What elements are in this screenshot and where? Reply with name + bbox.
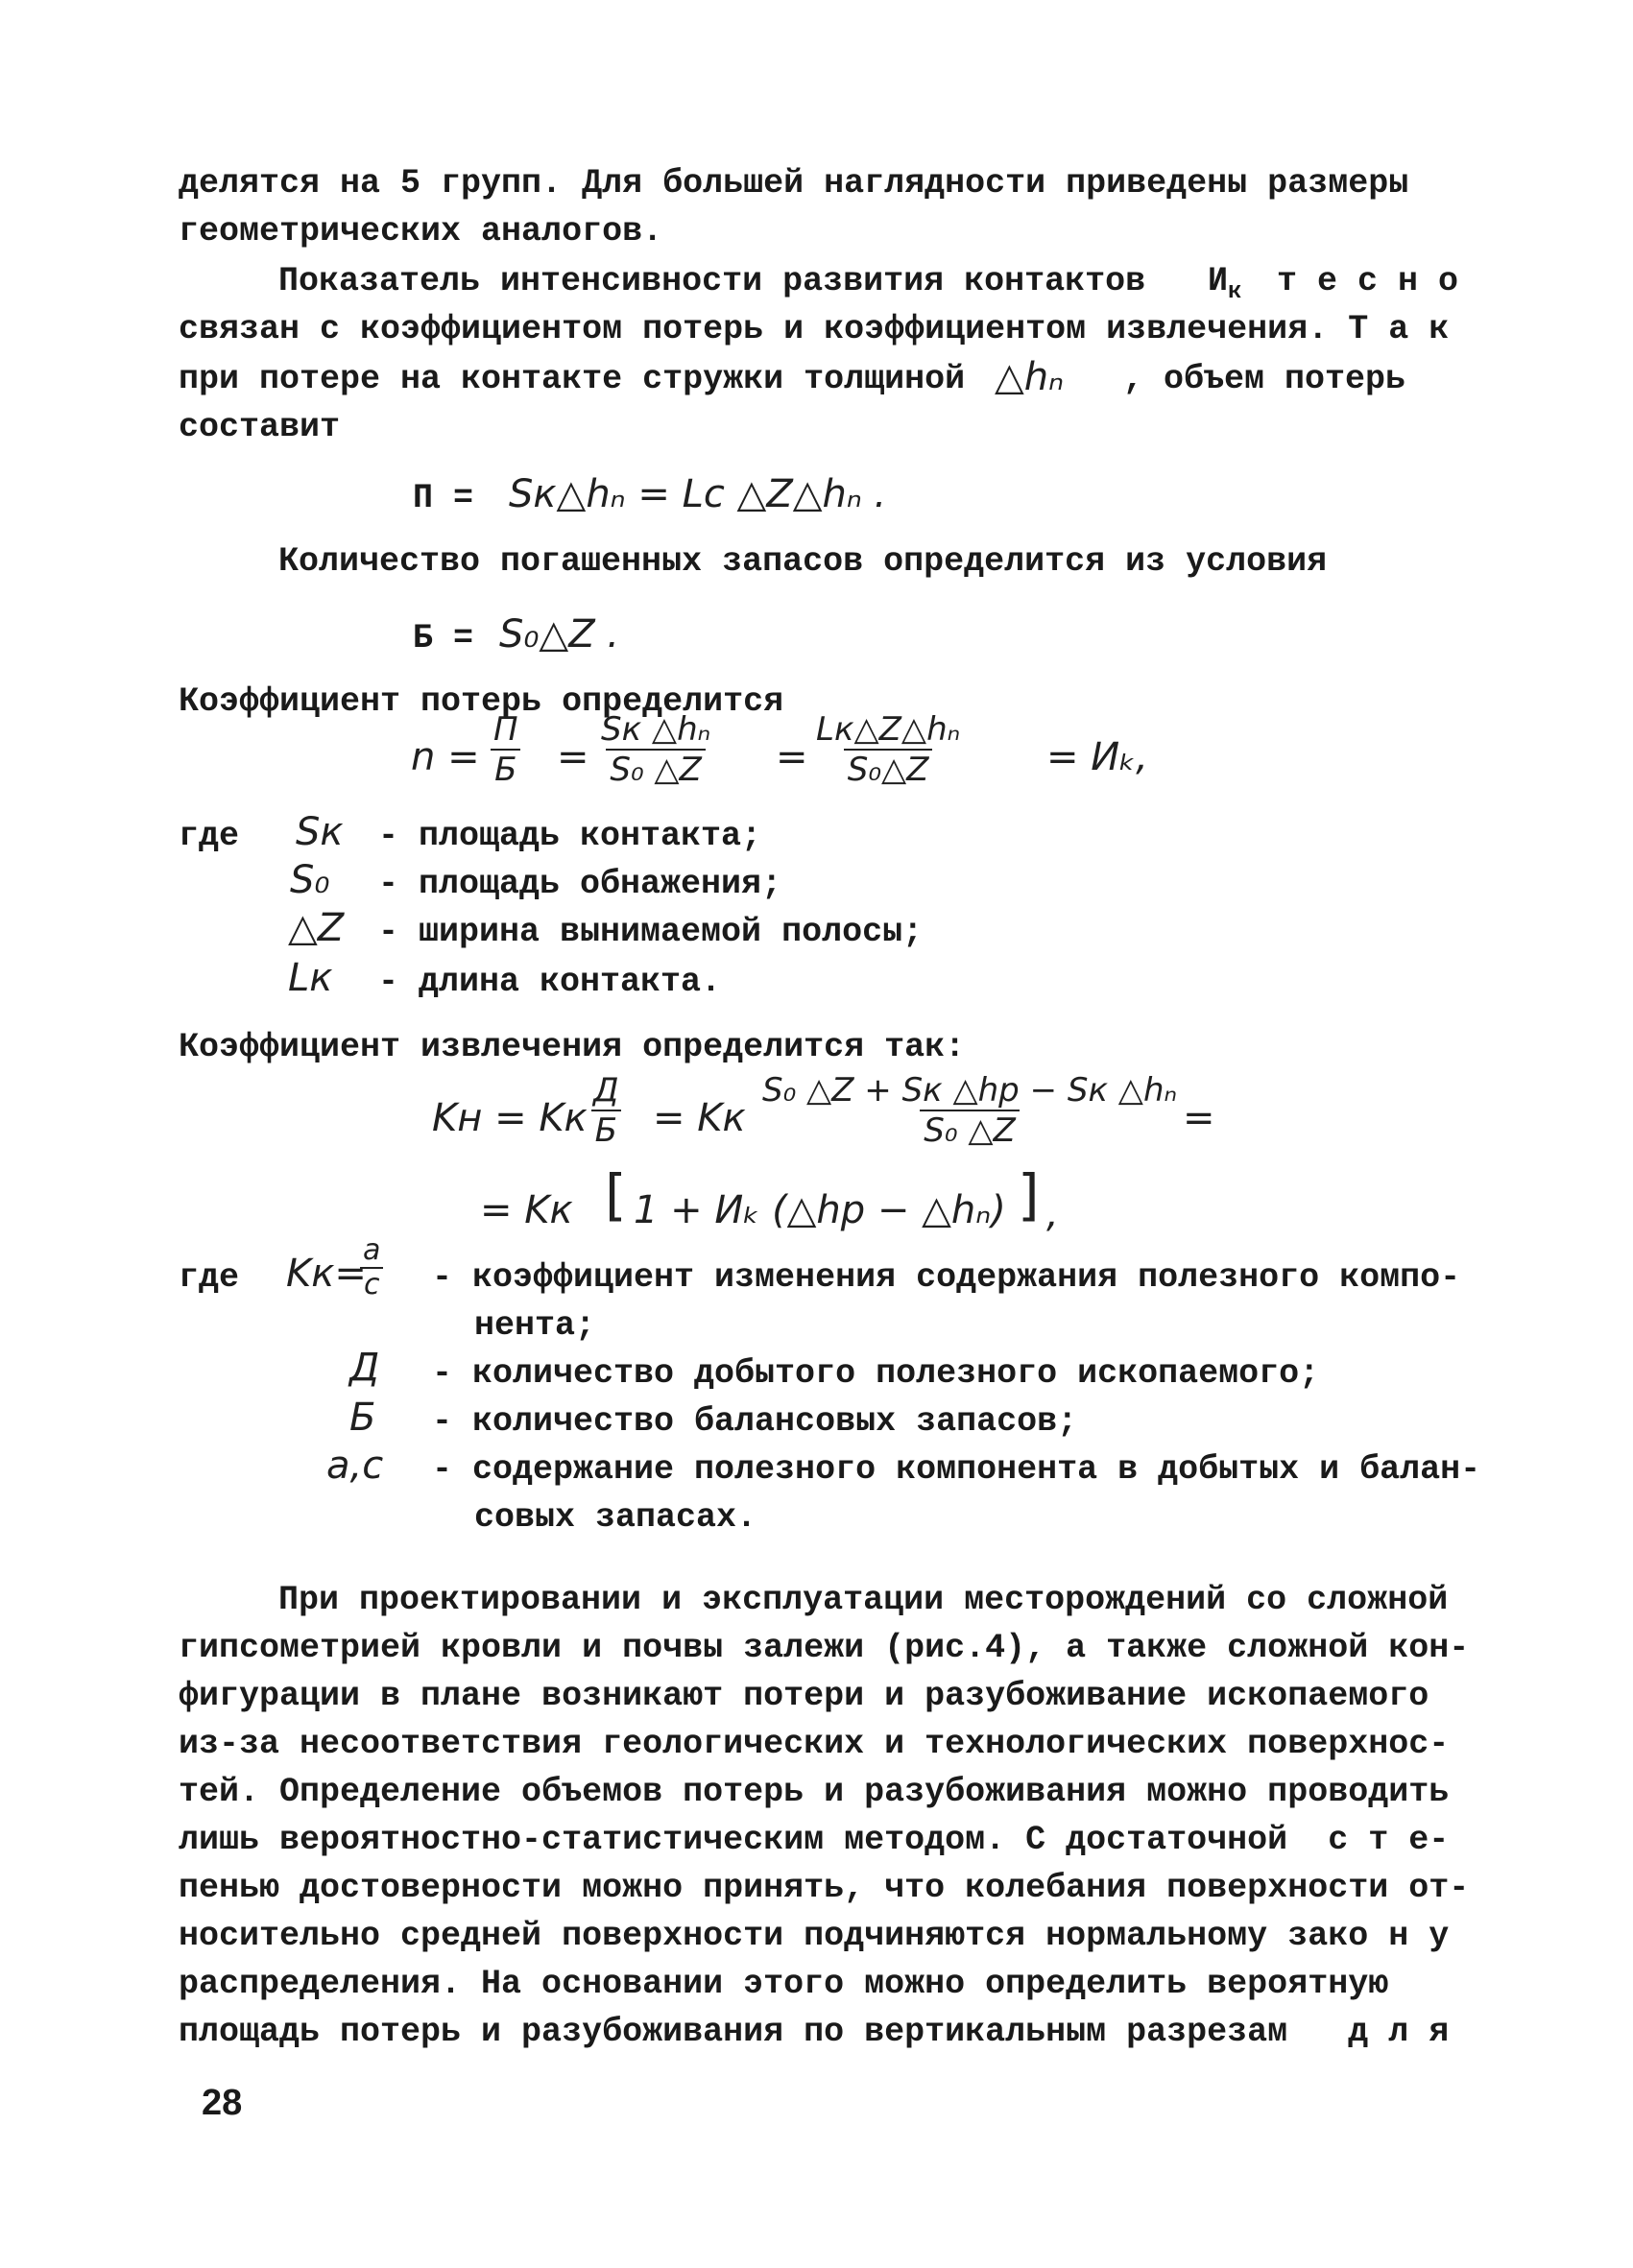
sentence-loss-coefficient: Коэффициент потерь определится — [179, 682, 784, 721]
paragraph-3-line-7: пенью достоверности можно принять, что колебания поверхности от- — [179, 1869, 1470, 1907]
formula-loss-coeff-result: = Иₖ, — [1046, 735, 1148, 779]
paragraph-2-line-1-end: т е с н о — [1277, 262, 1459, 300]
where-2-symbol-4: a,c — [326, 1444, 384, 1488]
paragraph-1-line-1: делятся на 5 групп. Для большей наглядности приведены размеры — [179, 164, 1409, 203]
where-2-k-symbol: Kк= — [286, 1252, 367, 1296]
where-1-symbol-3: △Z — [288, 906, 345, 950]
fraction-recovery-main: S₀ △Z + Sк △hр − Sк △hₙ S₀ △Z — [762, 1071, 1178, 1150]
where-2-text-1-line-1: - коэффициент изменения содержания полезного компо- — [432, 1258, 1461, 1297]
paragraph-2-line-3-end: , объем потерь — [1123, 360, 1406, 398]
paragraph-3-line-8: носительно средней поверхности подчиняются нормальному зако н у — [179, 1917, 1450, 1955]
paragraph-3-line-10: площадь потерь и разубоживания по вертикальным разрезам д л я — [179, 2013, 1450, 2051]
where-label-1: где — [179, 817, 240, 855]
paragraph-3-line-3: фигурации в плане возникают потери и разубоживание ископаемого — [179, 1677, 1429, 1715]
formula-loss-lhs: П = — [413, 479, 474, 517]
where-2-text-4-line-1: - содержание полезного компонента в добытых и балан- — [432, 1450, 1481, 1489]
formula-reserves-lhs: Б = — [413, 619, 474, 657]
paragraph-2-line-3: при потере на контакте стружки толщиной — [179, 360, 966, 398]
formula-loss-coeff-eq1: = — [557, 735, 589, 779]
formula-recovery-eq2: = — [1183, 1096, 1215, 1140]
paragraph-3-line-2: гипсометрией кровли и почвы залежи (рис.4), а также сложной кон- — [179, 1629, 1470, 1667]
formula-recovery-line2-end: , — [1046, 1192, 1059, 1236]
fraction-p-over-b: П Б — [490, 710, 522, 789]
where-2-text-4-line-2: совых запасах. — [474, 1498, 757, 1537]
formula-loss-coeff-lhs: n = — [411, 735, 480, 779]
symbol-intensity: $И_к$ — [1208, 262, 1242, 305]
paragraph-3-line-6: лишь вероятностно-статистическим методом. С достаточной с т е- — [179, 1821, 1450, 1859]
formula-recovery-line2-inner: 1 + Иₖ (△hр − △hₙ) — [634, 1188, 1006, 1232]
sentence-recovery-coefficient: Коэффициент извлечения определится так: — [179, 1028, 966, 1066]
where-1-symbol-2: S₀ — [290, 858, 330, 902]
where-1-text-1: - площадь контакта; — [378, 817, 762, 855]
where-1-text-3: - ширина вынимаемой полосы; — [378, 913, 924, 951]
paragraph-3-line-4: из-за несоответствия геологических и технологических поверхнос- — [179, 1725, 1450, 1763]
sentence-reserves: Количество погашенных запасов определится из условия — [278, 542, 1328, 581]
paragraph-1-line-2: геометрических аналогов. — [179, 212, 663, 251]
where-1-text-2: - площадь обнажения; — [378, 865, 782, 903]
paragraph-3-line-5: тей. Определение объемов потерь и разубоживания можно проводить — [179, 1773, 1450, 1811]
paragraph-2-line-4: составит — [179, 408, 341, 446]
formula-loss-coeff-eq2: = — [776, 735, 808, 779]
paragraph-2-line-1: Показатель интенсивности развития контактов — [278, 262, 1146, 300]
formula-loss-rhs: Sк△hₙ = Lc △Z△hₙ . — [509, 472, 887, 516]
bracket-open: [ — [605, 1162, 627, 1228]
page-number: 28 — [202, 2083, 243, 2123]
formula-recovery-eq1: = Kк — [653, 1096, 746, 1140]
formula-recovery-line2-start: = Kк — [480, 1188, 573, 1232]
where-1-symbol-4: Lк — [288, 956, 333, 1000]
where-2-symbol-2: Д — [349, 1346, 380, 1390]
fraction-lk-over-s0: Lк△Z△hₙ S₀△Z — [816, 710, 961, 789]
symbol-delta-hn: △hₙ — [995, 355, 1065, 399]
where-2-text-1-line-2: нента; — [474, 1306, 596, 1345]
where-2-text-2: - количество добытого полезного ископаемого; — [432, 1354, 1320, 1393]
paragraph-3-line-1: При проектировании и эксплуатации месторождений со сложной — [278, 1581, 1449, 1619]
paragraph-2-line-2: связан с коэффициентом потерь и коэффициентом извлечения. Т а к — [179, 310, 1450, 348]
formula-reserves-rhs: S₀△Z . — [499, 612, 620, 657]
where-2-text-3: - количество балансовых запасов; — [432, 1402, 1078, 1441]
fraction-sk-over-s0: Sк △hₙ S₀ △Z — [601, 710, 711, 789]
where-2-symbol-3: Б — [349, 1396, 376, 1440]
where-1-text-4: - длина контакта. — [378, 963, 722, 1001]
fraction-d-over-b: Д Б — [589, 1071, 623, 1150]
formula-recovery-lhs: Kн = Kк — [432, 1096, 588, 1140]
paragraph-3-line-9: распределения. На основании этого можно определить вероятную — [179, 1965, 1389, 2003]
bracket-close: ] — [1018, 1162, 1040, 1228]
fraction-a-over-c: $\frac{a}{c}$ — [359, 1234, 384, 1301]
where-label-2: где — [179, 1258, 240, 1297]
where-1-symbol-1: Sк — [296, 810, 344, 854]
